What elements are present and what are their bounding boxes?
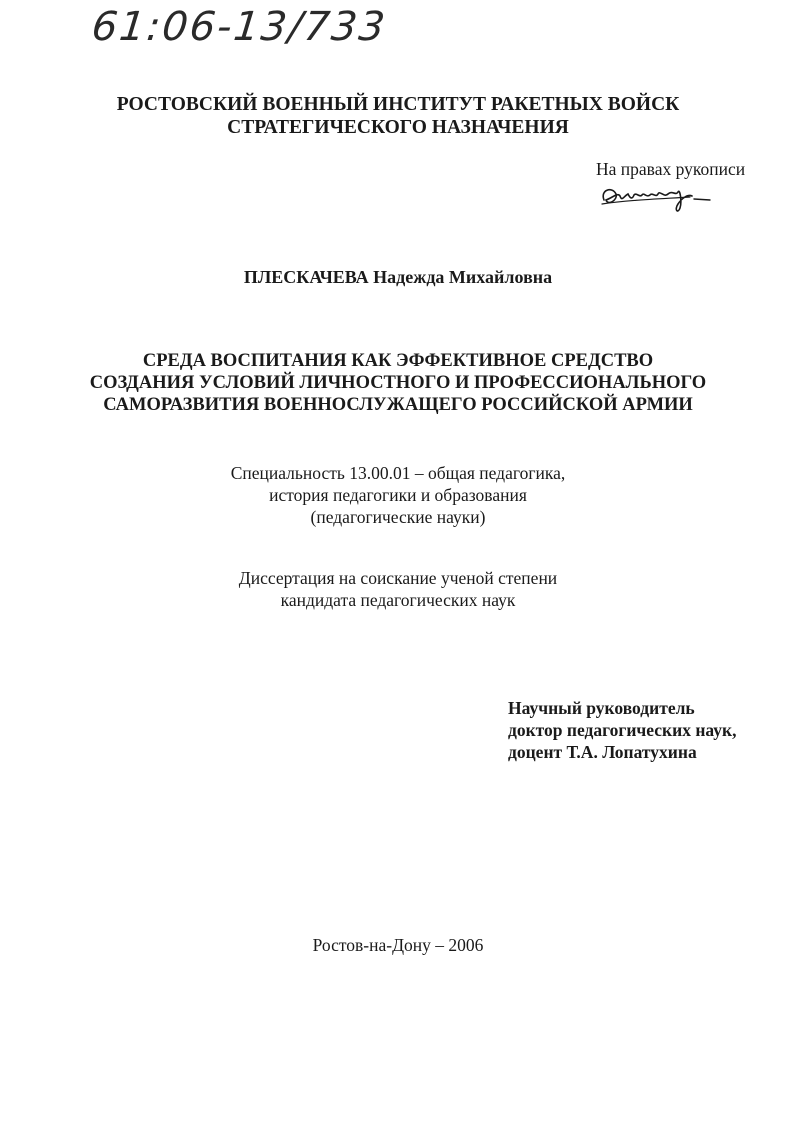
archive-stamp: 61:06-13/733 bbox=[89, 4, 389, 50]
dissertation-title bbox=[0, 350, 796, 416]
title-line: СОЗДАНИЯ УСЛОВИЙ ЛИЧНОСТНОГО И ПРОФЕССИОНАЛЬНОГО bbox=[89, 373, 707, 393]
degree-line: Диссертация на соискание ученой степени bbox=[238, 568, 558, 588]
scientific-supervisor bbox=[508, 697, 736, 763]
signature-icon bbox=[598, 180, 718, 220]
supervisor-line: Научный руководитель bbox=[508, 698, 695, 718]
city-year: Ростов-на-Дону – 2006 bbox=[312, 935, 484, 955]
title-line: САМОРАЗВИТИЯ ВОЕННОСЛУЖАЩЕГО РОССИЙСКОЙ АРМИИ bbox=[103, 395, 693, 415]
specialty bbox=[0, 462, 796, 528]
specialty-line: история педагогики и образования bbox=[269, 485, 527, 505]
author-name: ПЛЕСКАЧЕВА Надежда Михайловна bbox=[243, 267, 553, 287]
institute-line: РОСТОВСКИЙ ВОЕННЫЙ ИНСТИТУТ РАКЕТНЫХ ВОЙСК bbox=[116, 94, 680, 115]
degree-line: кандидата педагогических наук bbox=[280, 590, 516, 610]
title-line: СРЕДА ВОСПИТАНИЯ КАК ЭФФЕКТИВНОЕ СРЕДСТВО bbox=[142, 351, 654, 371]
specialty-line: (педагогические науки) bbox=[310, 507, 486, 527]
institute-line: СТРАТЕГИЧЕСКОГО НАЗНАЧЕНИЯ bbox=[227, 117, 569, 138]
manuscript-note: На правах рукописи bbox=[596, 159, 746, 179]
supervisor-line: доктор педагогических наук, bbox=[508, 720, 737, 740]
degree-statement bbox=[0, 567, 796, 611]
supervisor-line: доцент Т.А. Лопатухина bbox=[508, 742, 697, 762]
specialty-line: Специальность 13.00.01 – общая педагогика, bbox=[230, 463, 566, 483]
institute-name bbox=[0, 93, 796, 139]
